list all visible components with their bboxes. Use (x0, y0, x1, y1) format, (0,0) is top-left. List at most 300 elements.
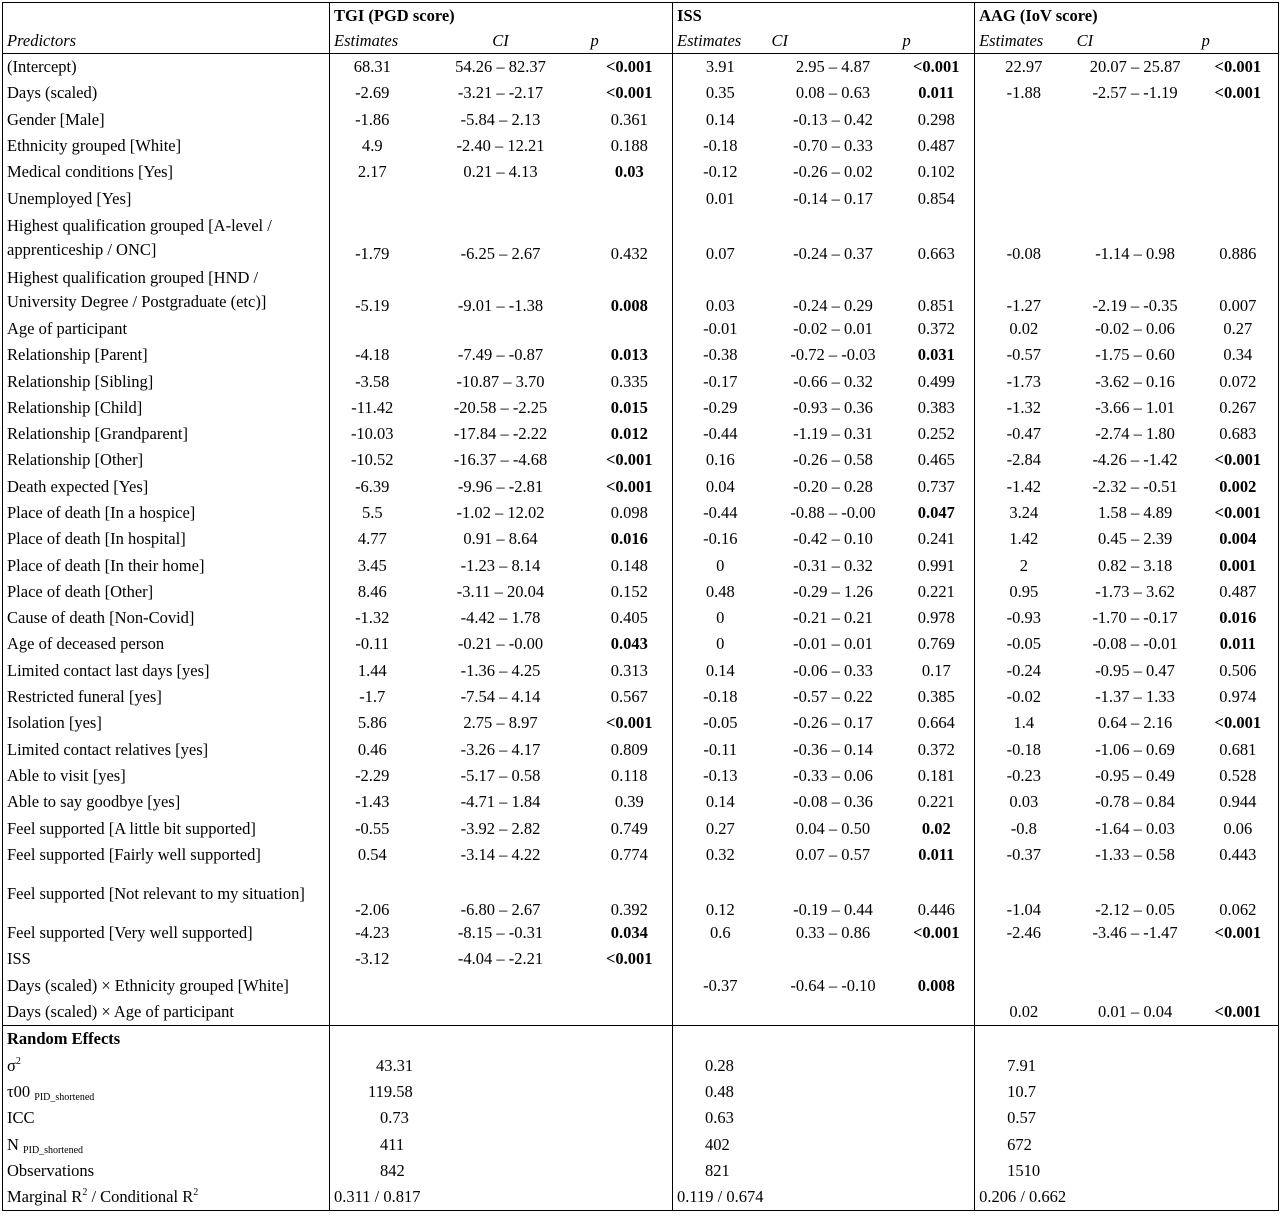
sigma-label: $\sigma^2$ (7, 1055, 21, 1075)
observations-iss: 821 (673, 1158, 975, 1184)
table-row (3, 133, 1279, 159)
tgi-ci-cell: -3.14 – 4.22 (460, 844, 541, 864)
table-row (3, 185, 1279, 211)
iss-p-cell (899, 999, 975, 1026)
aag-p-cell (1198, 107, 1279, 133)
model-header-iss: ISS (673, 3, 975, 30)
tgi-p-cell: 0.567 (610, 687, 648, 707)
aag-ci-cell (1073, 946, 1198, 972)
iss-estimate-cell: -0.16 (673, 526, 768, 552)
iss-ci-cell: -0.26 – 0.17 (793, 713, 873, 733)
iss-estimate-cell: 0.6 (673, 920, 768, 946)
predictor-label: Days (scaled) (7, 83, 98, 103)
aag-estimate-cell: -1.27 (975, 264, 1073, 316)
iss-estimate-cell (673, 999, 768, 1026)
iss-ci-cell: 2.95 – 4.87 (768, 54, 899, 81)
table-row (3, 973, 1279, 999)
iss-p-cell: 0.446 (917, 900, 955, 920)
tgi-estimate-cell: -11.42 (330, 395, 415, 421)
iss-ci-cell: -0.02 – 0.01 (793, 318, 873, 338)
aag-ci-cell: -1.73 – 3.62 (1095, 581, 1175, 601)
tgi-p-cell: <0.001 (606, 713, 653, 733)
iss-p-cell: <0.001 (913, 923, 960, 943)
tgi-estimate-cell: -6.39 (330, 474, 415, 500)
aag-estimate-cell: 0.95 (975, 579, 1073, 605)
tgi-estimate-cell: 0.46 (330, 737, 415, 763)
table-row (3, 868, 1279, 920)
aag-ci-cell: 1.58 – 4.89 (1097, 503, 1173, 522)
iss-ci-cell: -0.14 – 0.17 (793, 188, 873, 208)
tgi-estimate-cell (330, 185, 415, 211)
tgi-p-cell (587, 999, 673, 1026)
tgi-estimate-cell: -10.52 (330, 447, 415, 473)
aag-estimate-cell: -0.24 (975, 658, 1073, 684)
tgi-p-cell: 0.03 (614, 162, 644, 182)
iss-p-cell: 0.372 (917, 739, 955, 759)
tgi-p-cell: 0.118 (611, 765, 648, 785)
tgi-ci-cell: -5.17 – 0.58 (460, 765, 541, 785)
aag-estimate-cell: 1.42 (975, 526, 1073, 552)
iss-p-cell: 0.17 (921, 660, 951, 680)
tgi-estimate-cell: -5.19 (330, 264, 415, 316)
tgi-estimate-cell: -4.18 (330, 342, 415, 368)
aag-estimate-cell: -0.93 (975, 605, 1073, 631)
ci-header-aag: CI (1076, 31, 1094, 50)
aag-estimate-cell: -1.32 (975, 395, 1073, 421)
predictor-label: Days (scaled) × Ethnicity grouped [White] (7, 975, 289, 995)
iss-ci-cell: -0.24 – 0.37 (793, 243, 873, 263)
table-row (3, 710, 1279, 736)
regression-table (2, 2, 1279, 1211)
estimates-header-aag: Estimates (975, 29, 1073, 54)
aag-estimate-cell (975, 107, 1073, 133)
iss-ci-cell: -0.31 – 0.32 (793, 555, 873, 575)
aag-p-cell: 0.27 (1223, 318, 1253, 338)
model-header-aag: AAG (IoV score) (975, 3, 1279, 30)
predictor-label: Relationship [Grandparent] (7, 424, 188, 444)
tgi-p-cell: <0.001 (606, 450, 653, 470)
aag-ci-cell: -1.70 – -0.17 (1092, 608, 1178, 628)
aag-ci-cell: 0.01 – 0.04 (1097, 1002, 1173, 1022)
iss-ci-cell: -0.42 – 0.10 (793, 529, 873, 549)
table-row (3, 684, 1279, 710)
iss-estimate-cell: -0.38 (673, 342, 768, 368)
tgi-p-cell: 0.361 (610, 109, 648, 129)
iss-estimate-cell: 0.01 (673, 185, 768, 211)
table-row (3, 763, 1279, 789)
iss-estimate-cell: -0.37 (673, 973, 768, 999)
iss-estimate-cell: 0.14 (673, 658, 768, 684)
iss-p-cell: 0.465 (917, 450, 955, 470)
predictor-label: Highest qualification grouped [HND / University Degree / Postgraduate (etc)] (7, 267, 267, 311)
aag-ci-cell: 20.07 – 25.87 (1073, 54, 1198, 81)
tgi-ci-cell: -1.23 – 8.14 (460, 555, 541, 575)
tgi-estimate-cell: 5.5 (330, 500, 415, 526)
aag-estimate-cell: -0.05 (975, 631, 1073, 657)
table-row (3, 579, 1279, 605)
aag-p-cell (1198, 946, 1279, 972)
predictor-label: Feel supported [A little bit supported] (7, 818, 256, 838)
tgi-ci-cell: 0.91 – 8.64 (463, 529, 538, 549)
iss-ci-cell: -0.57 – 0.22 (793, 687, 873, 707)
aag-estimate-cell (975, 973, 1073, 999)
predictor-label: Restricted funeral [yes] (7, 687, 162, 707)
aag-p-cell (1198, 185, 1279, 211)
aag-ci-cell: -0.95 – 0.49 (1095, 765, 1175, 785)
aag-p-cell: 0.944 (1219, 792, 1257, 812)
aag-ci-cell: -4.26 – -1.42 (1092, 450, 1178, 470)
tgi-p-cell (587, 973, 673, 999)
predictor-label: Able to say goodbye [yes] (7, 792, 181, 812)
tgi-estimate-cell: -1.79 (330, 212, 415, 264)
r2-label: Marginal $R^2$ / Conditional $R^2$ (7, 1187, 199, 1207)
aag-ci-cell: -1.37 – 1.33 (1095, 687, 1175, 707)
aag-estimate-cell: -0.23 (975, 763, 1073, 789)
iss-estimate-cell: 0.03 (673, 264, 768, 316)
aag-estimate-cell: -0.8 (975, 815, 1073, 841)
tgi-ci-cell: -4.42 – 1.78 (460, 608, 541, 628)
iss-ci-cell: -0.01 – 0.01 (793, 634, 873, 654)
icc-tgi: 0.73 (330, 1105, 673, 1131)
header-row-models (3, 3, 1279, 30)
aag-estimate-cell: -0.08 (975, 212, 1073, 264)
iss-estimate-cell: 0 (673, 552, 768, 578)
tgi-ci-cell: -3.11 – 20.04 (456, 581, 545, 601)
aag-ci-cell: -3.66 – 1.01 (1095, 397, 1175, 417)
icc-row (3, 1105, 1279, 1131)
aag-p-cell: 0.506 (1219, 660, 1257, 680)
aag-ci-cell: -1.14 – 0.98 (1095, 243, 1175, 263)
iss-p-cell: 0.664 (917, 713, 955, 733)
tgi-p-cell: 0.016 (610, 529, 648, 549)
aag-ci-cell: 0.45 – 2.39 (1097, 529, 1173, 549)
iss-estimate-cell: -0.18 (673, 684, 768, 710)
iss-ci-cell: -0.33 – 0.06 (793, 765, 873, 785)
predictor-label: Ethnicity grouped [White] (7, 136, 182, 156)
aag-ci-cell (1073, 973, 1198, 999)
aag-p-cell (1198, 973, 1279, 999)
tgi-p-cell (587, 185, 673, 211)
tgi-p-cell: 0.043 (610, 634, 648, 654)
iss-estimate-cell: -0.12 (673, 159, 768, 185)
tgi-estimate-cell (330, 316, 415, 342)
iss-estimate-cell: 0.32 (673, 842, 768, 868)
table-row (3, 421, 1279, 447)
tgi-estimate-cell: -3.58 (330, 368, 415, 394)
iss-estimate-cell (673, 946, 768, 972)
tgi-ci-cell (415, 185, 587, 211)
aag-p-cell (1198, 133, 1279, 159)
n-label: N PID_shortened (7, 1134, 84, 1156)
iss-estimate-cell: 0.04 (673, 474, 768, 500)
tgi-ci-cell: -9.01 – -1.38 (457, 295, 544, 315)
aag-ci-cell: -1.06 – 0.69 (1095, 739, 1175, 759)
predictor-label: Place of death [In a hospice] (7, 503, 196, 522)
predictor-label: Able to visit [yes] (7, 765, 126, 785)
tau-row (3, 1079, 1279, 1105)
tgi-ci-cell: -6.80 – 2.67 (460, 900, 541, 920)
tau-aag: 10.7 (975, 1079, 1279, 1105)
p-header-iss: p (902, 31, 911, 50)
iss-ci-cell: 0.33 – 0.86 (795, 923, 871, 943)
predictor-label: Relationship [Child] (7, 397, 143, 417)
table-row (3, 920, 1279, 946)
aag-estimate-cell: 2 (975, 552, 1073, 578)
predictor-label: Medical conditions [Yes] (7, 162, 174, 182)
icc-iss: 0.63 (673, 1105, 975, 1131)
aag-estimate-cell: -0.37 (975, 842, 1073, 868)
aag-p-cell: <0.001 (1214, 450, 1262, 470)
aag-p-cell: 0.007 (1219, 295, 1257, 315)
iss-p-cell: 0.047 (917, 503, 955, 522)
estimates-header-tgi: Estimates (330, 29, 415, 54)
tgi-p-cell: 0.392 (610, 900, 648, 920)
tgi-estimate-cell: 2.17 (330, 159, 415, 185)
tgi-ci-cell: 2.75 – 8.97 (463, 713, 538, 733)
iss-ci-cell: 0.04 – 0.50 (795, 818, 871, 838)
table-row (3, 54, 1279, 81)
tgi-p-cell: 0.432 (610, 243, 648, 263)
tgi-p-cell: 0.148 (610, 555, 648, 575)
header-row-columns (3, 29, 1279, 54)
aag-ci-cell: -2.12 – 0.05 (1095, 900, 1175, 920)
iss-estimate-cell: -0.18 (673, 133, 768, 159)
aag-p-cell: 0.681 (1219, 739, 1257, 759)
tgi-ci-cell (415, 999, 587, 1026)
predictor-label: Gender [Male] (7, 109, 105, 129)
aag-p-cell: <0.001 (1214, 713, 1262, 733)
observations-aag: 1510 (975, 1158, 1279, 1184)
tgi-ci-cell: -7.49 – -0.87 (457, 345, 544, 365)
predictor-label: Highest qualification grouped [A-level / apprenticeship / ONC] (7, 215, 272, 259)
table-row (3, 107, 1279, 133)
tgi-p-cell: 0.012 (610, 424, 648, 444)
iss-estimate-cell: 0.35 (673, 80, 768, 106)
aag-ci-cell: -2.32 – -0.51 (1092, 476, 1178, 496)
table-row (3, 526, 1279, 552)
tgi-estimate-cell: -1.7 (330, 684, 415, 710)
table-row (3, 737, 1279, 763)
table-row (3, 605, 1279, 631)
table-row (3, 342, 1279, 368)
iss-p-cell (899, 946, 975, 972)
iss-ci-cell (768, 946, 899, 972)
aag-estimate-cell: 0.02 (975, 999, 1073, 1026)
iss-p-cell: 0.851 (917, 295, 955, 315)
sigma-aag: 7.91 (975, 1053, 1279, 1079)
aag-p-cell: <0.001 (1214, 923, 1262, 943)
tau-tgi: 119.58 (330, 1079, 673, 1105)
predictor-label: Place of death [Other] (7, 581, 154, 601)
iss-estimate-cell: 0.14 (673, 107, 768, 133)
icc-label: ICC (7, 1108, 35, 1128)
aag-estimate-cell: -0.18 (975, 737, 1073, 763)
tgi-estimate-cell: 0.54 (330, 842, 415, 868)
aag-ci-cell: -0.78 – 0.84 (1095, 792, 1175, 812)
tgi-p-cell: <0.001 (606, 476, 653, 496)
iss-estimate-cell: -0.44 (673, 421, 768, 447)
iss-ci-cell: -0.20 – 0.28 (793, 476, 873, 496)
tgi-ci-cell: -5.84 – 2.13 (460, 109, 541, 129)
iss-ci-cell: -0.19 – 0.44 (793, 900, 873, 920)
n-aag: 672 (975, 1131, 1279, 1157)
aag-p-cell: 0.062 (1219, 900, 1257, 920)
tgi-estimate-cell: 68.31 (330, 54, 415, 81)
tgi-p-cell: 0.008 (610, 295, 648, 315)
iss-p-cell: 0.011 (918, 844, 955, 864)
iss-ci-cell: -0.36 – 0.14 (793, 739, 873, 759)
aag-estimate-cell: -1.73 (975, 368, 1073, 394)
aag-ci-cell: -1.33 – 0.58 (1095, 844, 1175, 864)
iss-ci-cell: -0.64 – -0.10 (790, 975, 876, 995)
tgi-estimate-cell: -1.86 (330, 107, 415, 133)
tgi-p-cell: 0.39 (614, 792, 644, 812)
predictor-label: Limited contact relatives [yes] (7, 739, 209, 759)
aag-p-cell: 0.011 (1219, 634, 1256, 654)
r2-iss: 0.119 / 0.674 (673, 1184, 975, 1211)
tgi-estimate-cell (330, 999, 415, 1026)
predictors-header: Predictors (7, 31, 77, 50)
table-row (3, 447, 1279, 473)
tgi-p-cell: 0.809 (610, 739, 648, 759)
aag-estimate-cell (975, 946, 1073, 972)
aag-p-cell: 0.072 (1219, 371, 1257, 391)
aag-p-cell: 0.443 (1219, 844, 1257, 864)
aag-p-cell: 0.267 (1219, 397, 1257, 417)
tgi-ci-cell: 54.26 – 82.37 (415, 54, 587, 81)
iss-ci-cell: -0.24 – 0.29 (793, 295, 873, 315)
iss-estimate-cell: 3.91 (673, 54, 768, 81)
predictor-label: Relationship [Sibling] (7, 371, 154, 391)
iss-p-cell: 0.02 (921, 818, 951, 838)
table-row (3, 264, 1279, 316)
observations-tgi: 842 (330, 1158, 673, 1184)
aag-ci-cell: -1.64 – 0.03 (1095, 818, 1175, 838)
tgi-p-cell (587, 316, 673, 342)
aag-ci-cell (1073, 107, 1198, 133)
tgi-p-cell: 0.098 (610, 503, 648, 522)
random-effects-body (3, 1026, 1279, 1211)
tgi-ci-cell: -10.87 – 3.70 (456, 371, 545, 391)
tgi-estimate-cell: 4.9 (330, 133, 415, 159)
tau-iss: 0.48 (673, 1079, 975, 1105)
iss-ci-cell: -0.29 – 1.26 (793, 581, 873, 601)
iss-p-cell: 0.031 (917, 345, 955, 365)
aag-ci-cell: -2.57 – -1.19 (1092, 83, 1178, 103)
aag-ci-cell: -2.74 – 1.80 (1095, 424, 1175, 444)
iss-ci-cell: -0.08 – 0.36 (793, 792, 873, 812)
tgi-estimate-cell: 5.86 (330, 710, 415, 736)
iss-ci-cell: -0.06 – 0.33 (793, 660, 873, 680)
predictor-label: ISS (7, 949, 31, 969)
iss-ci-cell: -0.26 – 0.58 (793, 450, 873, 470)
tgi-estimate-cell: 4.77 (330, 526, 415, 552)
aag-p-cell: <0.001 (1198, 54, 1279, 81)
predictor-label: (Intercept) (3, 54, 330, 81)
aag-ci-cell: -3.46 – -1.47 (1092, 923, 1178, 943)
aag-ci-cell (1073, 185, 1198, 211)
iss-ci-cell: -0.26 – 0.02 (793, 162, 873, 182)
aag-p-cell: 0.016 (1219, 608, 1257, 628)
p-header-aag: p (1201, 31, 1210, 50)
iss-ci-cell: 0.07 – 0.57 (795, 844, 871, 864)
aag-ci-cell: -0.02 – 0.06 (1095, 318, 1175, 338)
tgi-estimate-cell: -1.32 (330, 605, 415, 631)
aag-ci-cell: -0.95 – 0.47 (1095, 660, 1175, 680)
aag-estimate-cell (975, 185, 1073, 211)
tgi-estimate-cell: -2.69 (330, 80, 415, 106)
tgi-ci-cell: -7.54 – 4.14 (460, 687, 541, 707)
iss-p-cell: 0.102 (917, 162, 955, 182)
predictor-label: Feel supported [Fairly well supported] (7, 844, 261, 864)
iss-p-cell: 0.487 (917, 136, 955, 156)
tau-label: τ00 PID_shortened (7, 1081, 95, 1103)
iss-ci-cell: 0.08 – 0.63 (795, 83, 871, 103)
aag-estimate-cell: -1.88 (975, 80, 1073, 106)
tgi-p-cell: 0.313 (610, 660, 648, 680)
aag-ci-cell: -0.08 – -0.01 (1092, 634, 1178, 654)
tgi-p-cell: 0.749 (610, 818, 648, 838)
tgi-estimate-cell: -10.03 (330, 421, 415, 447)
tgi-estimate-cell (330, 973, 415, 999)
sigma-row (3, 1053, 1279, 1079)
iss-estimate-cell: 0.27 (673, 815, 768, 841)
iss-p-cell: 0.298 (917, 109, 955, 129)
aag-ci-cell (1073, 133, 1198, 159)
fixed-effects-body (3, 54, 1279, 1026)
ci-header-tgi: CI (492, 31, 509, 50)
p-header-tgi: p (590, 31, 599, 50)
ci-header-iss: CI (771, 31, 789, 50)
tgi-ci-cell: -1.36 – 4.25 (460, 660, 541, 680)
tgi-p-cell: 0.152 (610, 581, 648, 601)
iss-p-cell: 0.011 (918, 83, 955, 103)
random-effects-title-row (3, 1026, 1279, 1053)
aag-p-cell: 0.34 (1223, 345, 1253, 365)
aag-ci-cell: -1.75 – 0.60 (1095, 345, 1175, 365)
table-row (3, 658, 1279, 684)
aag-ci-cell: 0.64 – 2.16 (1097, 713, 1173, 733)
predictor-label: Relationship [Other] (7, 450, 144, 470)
aag-estimate-cell: -1.04 (975, 868, 1073, 920)
iss-p-cell: 0.978 (917, 608, 955, 628)
observations-row (3, 1158, 1279, 1184)
aag-estimate-cell: 0.03 (975, 789, 1073, 815)
iss-p-cell: 0.008 (917, 975, 955, 995)
aag-estimate-cell: -2.46 (975, 920, 1073, 946)
tgi-estimate-cell: 1.44 (330, 658, 415, 684)
tgi-ci-cell: -20.58 – -2.25 (453, 397, 548, 417)
tgi-p-cell: <0.001 (587, 54, 673, 81)
predictor-label: Isolation [yes] (7, 713, 102, 733)
aag-p-cell: <0.001 (1214, 1002, 1262, 1022)
aag-estimate-cell: -2.84 (975, 447, 1073, 473)
tgi-ci-cell: -9.96 – -2.81 (457, 476, 544, 496)
iss-p-cell: 0.252 (917, 424, 955, 444)
aag-p-cell: <0.001 (1214, 503, 1262, 522)
table-row (3, 368, 1279, 394)
table-row (3, 474, 1279, 500)
tgi-p-cell: 0.335 (610, 371, 648, 391)
tgi-estimate-cell: -0.11 (330, 631, 415, 657)
r2-row (3, 1184, 1279, 1211)
aag-p-cell: 0.528 (1219, 765, 1257, 785)
aag-p-cell: 0.002 (1219, 476, 1257, 496)
tgi-ci-cell: -17.84 – -2.22 (453, 424, 548, 444)
tgi-p-cell: <0.001 (606, 949, 653, 969)
tgi-ci-cell: -4.71 – 1.84 (460, 792, 541, 812)
aag-estimate-cell: -1.42 (975, 474, 1073, 500)
